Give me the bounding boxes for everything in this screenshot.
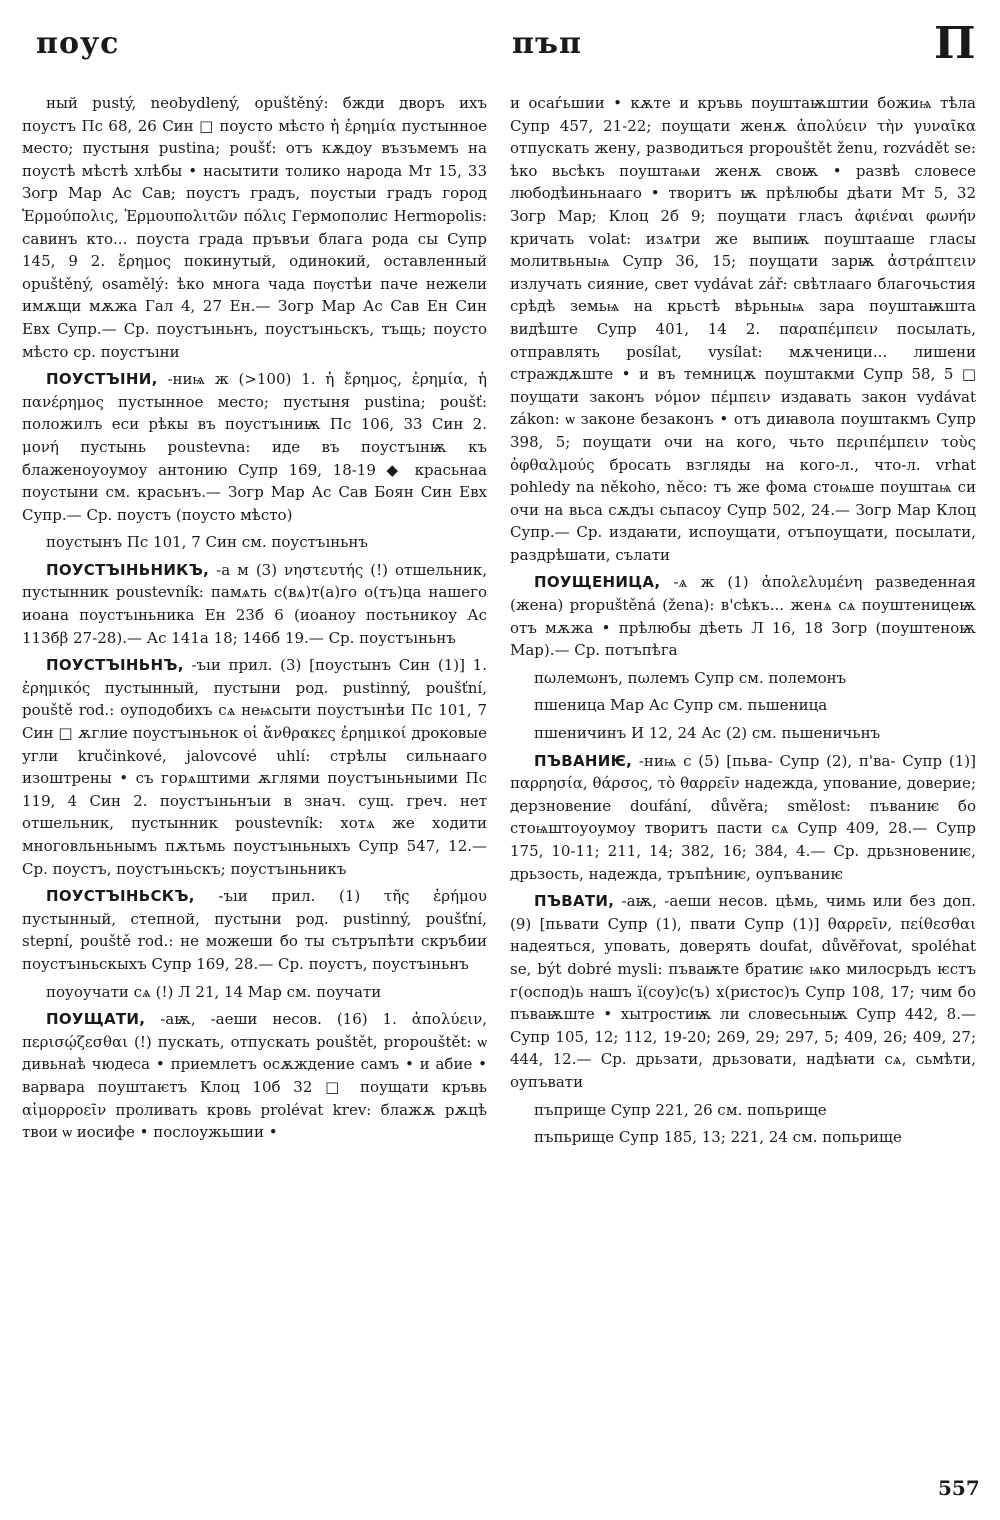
entry-text: -ниѩ с (5) [пьва- Супр (2), п'ва- Супр (1)] παρρησία, θάρσος, τὸ θαρρεῖν надежда, упование, доверие; дерзновение doufání, důvěra; smělost: пъваниѥ бо стоѩштоуоумоу творитъ пасти сѧ Супр 409, 28.— Супр 175, 10-11; 211, 14; 382, 16; 384, 4.— Ср. дрьзновениѥ, дрьзость, надежда, тръпѣниѥ, оупъваниѥ (510, 751, 976, 883)
dictionary-entry (510, 1126, 976, 1149)
dictionary-entry (22, 368, 487, 526)
entry-text: пъприще Супр 221, 26 см. попьрище (534, 1100, 827, 1119)
entry-text: -аѭ, -аеши несов. цѣмь, чимь или без доп. (9) [пьвати Супр (1), пвати Супр (1)] θαρρεῖν, πείθεσθαι надеяться, уповать, доверять doufat, důvěřovat, spoléhat se, být dobré mysli: пъваѭте братиѥ ѩко милосрьдъ ѥстъ г(оспод)ь нашъ ї(соу)с(ъ) х(ристос)ъ Супр 108, 17; чим бо пъваѭште • хытростиѭ ли словесьныѭ Супр 442, 8.— Супр 105, 12; 112, 19-20; 269, 29; 297, 5; 409, 26; 409, 27; 444, 12.— Ср. дрьзати, дрьзовати, надѣꙗти сѧ, сьмѣти, оупъвати (510, 892, 976, 1091)
section-letter: П (934, 18, 976, 69)
left-column (22, 92, 487, 1149)
entry-text: -ъıи прил. (3) [поустынъ Син (1)] 1. ἐρημικός пустынный, пустыни род. pustinný, poušťní, pouště rod.: оуподобихъ сѧ неѩсыти поустъıнѣи Пс 101, 7 Син □ ѫглие поустъıньнок οἱ ἄνθρακες ἐρημικοί дроковые угли kručinkové, jalovcové uhlí: стрѣлы сильнааго изоштрены • съ горѧштими ѫглями поустъıньныими Пс 119, 4 Син 2. поустъıньнъıи в знач. сущ. греч. нет отшельник, пустынник poustevník: хотѧ же ходити многовльньнымъ пѫтьмь поустъıньныхъ Супр 547, 12.— Ср. поустъ, поустъıньскъ; поустъıньникъ (22, 656, 487, 878)
entry-text: пωлемωнъ, пωлемъ Супр см. полемонъ (534, 668, 847, 687)
dictionary-entry (22, 559, 487, 649)
entry-text: поустынъ Пс 101, 7 Син см. поустъıньнъ (46, 533, 368, 552)
entry-text: -ъıи прил. (1) τῆς ἐρήμου пустынный, степной, пустыни род. pustinný, poušťní, stepní, pouště rod.: не можеши бо ты сътръпѣти скръбии поустъıньскыхъ Супр 169, 28.— Ср. поустъ, поустъıньнъ (22, 887, 487, 973)
dictionary-entry (510, 667, 976, 690)
dictionary-entry (22, 92, 487, 363)
dictionary-entry (510, 750, 976, 886)
entry-text: -ниѩ ж (>100) 1. ἡ ἔρημος, ἐρημία, ἡ πανέρημος пустынное место; пустыня pustina; poušť: положилъ еси рѣкы въ поустъıниѭ Пс 106, 33 Син 2. μονή пустынь poustevna: иде въ поустъıнѭ къ блаженоуоумоу антонию Супр 169, 18-19 ◆ красьнаа поустыни см. красьнъ.— Зогр Мар Ас Сав Боян Син Евх Супр.— Ср. поустъ (поусто мѣсто) (22, 370, 487, 524)
entry-headword: ПОУЩАТИ, (46, 1010, 146, 1029)
dictionary-entry (22, 1008, 487, 1144)
dictionary-entry (22, 654, 487, 880)
entry-headword: ПОУСТЪIНЬНИКЪ, (46, 560, 210, 579)
page-number: 557 (938, 1476, 980, 1500)
entry-text: -а м (3) νηστευτής (!) отшельник, пустынник poustevník: памѧть с(вѧ)т(а)го о(тъ)ца нашего иоана поустъıньника Ен 23б 6 (иоаноу постьникоу Ас 113бβ 27-28).— Ас 141а 18; 146б 19.— Ср. поустъıньнъ (22, 560, 487, 647)
entry-headword: ПОУСТЪIНИ, (46, 370, 158, 389)
dictionary-entry (510, 571, 976, 661)
entry-text: -аѭ, -аеши несов. (16) 1. ἀπολύειν, περισῴζεσθαι (!) пускать, отпускать pouštět, propouštět: ѡ дивьнаѣ чюдеса • приемлетъ осѫждение самъ • и абие • варвара поуштаѥтъ Клоц 10б 32 □ поущати кръвь αἱμορροεῖν проливать кровь prolévat krev: блажѫ рѫцѣ твои ѡ иосифе • послоужьшии • (22, 1010, 487, 1142)
entry-text: и осаѓьшии • кѫте и кръвь поуштаѭштии божиѩ тѣла Супр 457, 21-22; поущати женѫ ἀπολύειν τὴν γυναῖκα отпускать жену, разводиться propouštět ženu, rozvádět se: ѣко вьсѣкъ поуштаѩи женѫ своѭ • развѣ словесе любодѣиньнааго • творитъ ѭ прѣлюбы дѣати Мт 5, 32 Зогр Мар; Клоц 2б 9; поущати гласъ ἀφιέναι φωνήν кричать volat: изѧтри же выпиѭ поуштааше гласы молитвьныѩ Супр 36, 15; поущати зарѭ ἀστράπτειν излучать сияние, свет vydávat zář: свѣтлааго благочьстия срѣдѣ земьѩ на крьстѣ вѣрьныѩ зара поуштаѭшта видѣште Супр 401, 14 2. παραπέμπειν посылать, отправлять posílat, vysílat: мѫченици... лишени страждѫште • и въ темницѫ поуштакми Супр 58, 5 □ поущати законъ νόμον πέμπειν издавать закон vydávat zákon: ѡ законе безаконъ • отъ диꙗвола поуштакмъ Супр 398, 5; поущати очи на кого, чьто περιπέμπειν τοὺς ὀφθαλμούς бросать взгляды на кого-л., что-л. vrhat pohledy na někoho, něco: тъ же фома стоѩше поуштаѩ си очи на вьса сѫдъı сьпасоу Супр 502, 24.— Зогр Мар Клоц Супр.— Ср. издаꙗти, испоущати, отъпоущати, посылати, раздрѣшати, сълати (510, 94, 976, 564)
dictionary-entry (510, 890, 976, 1093)
dictionary-entry (510, 722, 976, 745)
entry-text: поуоучати сѧ (!) Л 21, 14 Мар см. поучати (46, 982, 382, 1001)
right-column (510, 92, 976, 1154)
dictionary-entry (510, 694, 976, 717)
dictionary-entry (510, 92, 976, 566)
entry-text: ный pustý, neobydlený, opuštěný: бжди дворъ ихъ поустъ Пс 68, 26 Син □ поусто мѣсто ἡ ἐρημία пустынное место; пустыня pustina; poušť: отъ кѫдоу възъмемъ на поустѣ мѣстѣ хлѣбы • насытити толико народа Мт 15, 33 Зогр Мар Ас Сав; поустъ градъ, поустыи градъ город Ἑρμούπολις, Ἑρμουπολιτῶν πόλις Гермополис Hermopolis: савинъ кто... поуста града пръвъи блага рода сы Супр 145, 9 2. ἔρημος покинутый, одинокий, оставленный opuštěný, osamělý: ѣко многа чада пѹстѣи паче нежели имѫщи мѫжа Гал 4, 27 Ен.— Зогр Мар Ас Сав Ен Син Евх Супр.— Ср. поустъıньнъ, поустъıньскъ, тъщь; поусто мѣсто ср. поустъıни (22, 94, 487, 361)
dictionary-entry (22, 531, 487, 554)
running-head-left: поус (36, 26, 120, 61)
entry-headword: ПЪВАНИѤ, (534, 751, 633, 770)
entry-text: пъпьрище Супр 185, 13; 221, 24 см. попьрище (534, 1128, 902, 1147)
entry-headword: ПОУСТЪIНЬСКЪ, (46, 887, 195, 906)
entry-headword: ПОУСТЪIНЬНЪ, (46, 656, 184, 675)
dictionary-entry (510, 1099, 976, 1122)
dictionary-entry (22, 981, 487, 1004)
running-head-center: пъп (512, 26, 582, 61)
dictionary-entry (22, 885, 487, 975)
entry-headword: ПЪВАТИ, (534, 892, 615, 911)
entry-text: пшеница Мар Ас Супр см. пьшеница (534, 696, 828, 715)
entry-text: -ѧ ж (1) ἀπολελυμένη разведенная (жена) propuštěná (žena): в'сѣкъ... женѧ сѧ поуштеницеѭ отъ мѫжа • прѣлюбы дѣеть Л 16, 18 Зогр (поуштеноѭ Мар).— Ср. потъпѣга (510, 573, 976, 660)
entry-text: пшеничинъ И 12, 24 Ас (2) см. пьшеничьнъ (534, 724, 881, 743)
entry-headword: ПОУЩЕНИЦА, (534, 573, 661, 592)
